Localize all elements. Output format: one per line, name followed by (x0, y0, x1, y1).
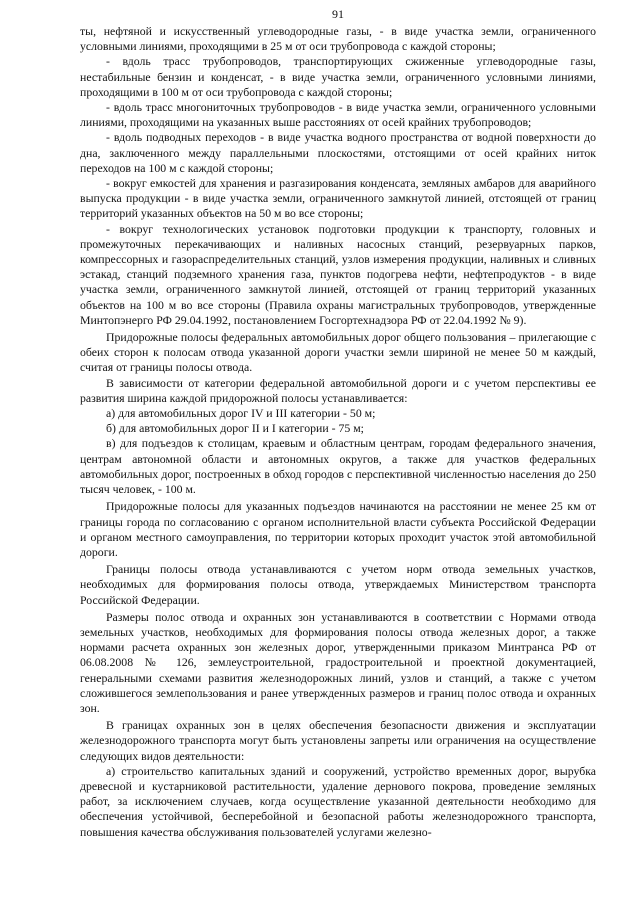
paragraph: Границы полосы отвода устанавливаются с учетом норм отвода земельных участков, необходимых для формирования полосы отвода, утверждаемых Министерством транспорта Российской Федерации. (80, 562, 596, 607)
document-body (80, 24, 596, 840)
paragraph: - вокруг емкостей для хранения и разгазирования конденсата, земляных амбаров для аварийного выпуска продукции - в виде участка земли, ограниченного замкнутой линией, отстоящей от границ территорий указанных объектов на 50 м во все стороны; (80, 176, 596, 221)
paragraph: Придорожные полосы федеральных автомобильных дорог общего пользования – прилегающие с обеих сторон к полосам отвода указанной дороги участки земли шириной не менее 50 м каждый, считая от границы полосы отвода. (80, 330, 596, 375)
paragraph: В зависимости от категории федеральной автомобильной дороги и с учетом перспективы ее развития ширина каждой придорожной полосы устанавливается: (80, 375, 596, 405)
paragraph: ты, нефтяной и искусственный углеводородные газы, - в виде участка земли, ограниченного условными линиями, проходящими в 25 м от оси трубопровода с каждой стороны; (80, 24, 596, 54)
paragraph: - вдоль подводных переходов - в виде участка водного пространства от водной поверхности до дна, заключенного между параллельными плоскостями, отстоящими от осей крайних ниток переходов на 100 м с каждой стороны; (80, 130, 596, 175)
page-number: 91 (332, 7, 344, 21)
paragraph: - вдоль трасс трубопроводов, транспортирующих сжиженные углеводородные газы, нестабильные бензин и конденсат, - в виде участка земли, ограниченного условными линиями, проходящими в 100 м от оси трубопровода с каждой стороны; (80, 54, 596, 99)
paragraph: а) строительство капитальных зданий и сооружений, устройство временных дорог, вырубка древесной и кустарниковой растительности, удаление дернового покрова, проведение земляных работ, за исключением случаев, когда осуществление указанной деятельности необходимо для обеспечения устойчивой, бесперебойной и безопасной работы железнодорожного транспорта, повышения качества обслуживания пользователей услугами железно- (80, 763, 596, 839)
paragraph: Придорожные полосы для указанных подъездов начинаются на расстоянии не менее 25 км от границы города по согласованию с органом исполнительной власти субъекта Российской Федерации и органом местного самоуправления, по территории которых проходит участок этой автомобильной дороги. (80, 499, 596, 559)
paragraph: В границах охранных зон в целях обеспечения безопасности движения и эксплуатации железнодорожного транспорта могут быть установлены запреты или ограничения на осуществление следующих видов деятельности: (80, 718, 596, 763)
paragraph: а) для автомобильных дорог IV и III категории - 50 м; (106, 406, 376, 421)
paragraph: Размеры полос отвода и охранных зон устанавливаются в соответствии с Нормами отвода земельных участков, необходимых для формирования полосы отвода железных дорог, а также нормами расчета охранных зон железных дорог, утвержденными приказом Минтранса РФ от 06.08.2008 № 126, землеустроительной, градостроительной и проектной документацией, генеральными схемами развития железнодорожных линий, узлов и станций, а также с учетом сложившегося землепользования и ранее утвержденных размеров и границ полос отвода и охранных зон. (80, 609, 596, 715)
paragraph: - вдоль трасс многониточных трубопроводов - в виде участка земли, ограниченного условными линиями, проходящими на указанных выше расстояниях от осей крайних трубопроводов; (80, 100, 596, 130)
paragraph: б) для автомобильных дорог II и I категории - 75 м; (106, 421, 364, 436)
paragraph: - вокруг технологических установок подготовки продукции к транспорту, головных и промежуточных перекачивающих и наливных насосных станций, резервуарных парков, компрессорных и газораспределительных станций, узлов измерения продукции, наливных и сливных эстакад, станций подземного хранения газа, пунктов подогрева нефти, нефтепродуктов - в виде участка земли, ограниченного замкнутой линией, отстоящей от границ территорий указанных объектов на 100 м во все стороны (Правила охраны магистральных трубопроводов, утвержденные Минтопэнерго РФ 29.04.1992, постановлением Госгортехнадзора РФ от 22.04.1992 № 9). (80, 221, 596, 327)
paragraph: в) для подъездов к столицам, краевым и областным центрам, городам федерального значения, центрам автономной области и автономных округов, а также для участков федеральных автомобильных дорог, построенных в обход городов с перспективной численностью населения до 250 тысяч человек, - 100 м. (80, 436, 596, 497)
